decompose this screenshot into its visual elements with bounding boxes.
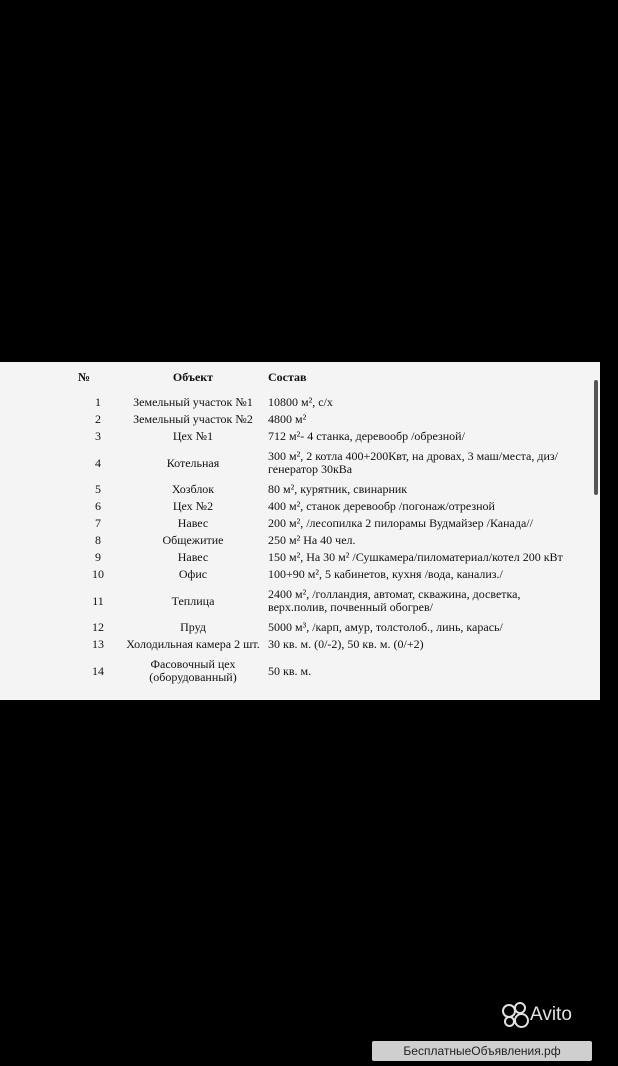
table-row: [78, 619, 618, 636]
row-number: 3: [95, 429, 101, 443]
row-composition: 2400 м², /голландия, автомат, скважина, досветка, верх.полив, почвенный обогрев/: [268, 587, 521, 614]
document-photo: [0, 362, 600, 1025]
table-row: [78, 515, 618, 532]
row-number: 11: [92, 593, 104, 608]
table-row: [78, 445, 618, 481]
table-row: [78, 549, 618, 566]
row-composition: 4800 м²: [268, 412, 307, 426]
table-row: [78, 583, 618, 619]
row-number: 13: [92, 637, 104, 651]
table-row: [78, 394, 618, 411]
row-composition: 80 м², курятник, свинарник: [268, 482, 408, 496]
header-object: Объект: [172, 370, 214, 384]
row-object: Навес: [177, 516, 209, 530]
table-row: [78, 481, 618, 498]
row-number: 9: [95, 550, 101, 564]
avito-watermark-text: Avito: [530, 1004, 572, 1025]
row-number: 14: [92, 663, 104, 678]
row-object: Холодильная камера 2 шт.: [126, 637, 260, 651]
property-table: [78, 366, 618, 689]
row-number: 10: [92, 567, 104, 581]
row-number: 1: [95, 395, 101, 409]
row-object: Офис: [178, 567, 208, 581]
row-object: Навес: [177, 550, 209, 564]
row-number: 8: [95, 533, 101, 547]
avito-watermark: [502, 1001, 594, 1029]
row-composition: 150 м², На 30 м² /Сушкамера/пиломатериал/котел 200 кВт: [268, 550, 563, 564]
row-composition: 50 кв. м.: [268, 663, 312, 678]
row-composition: 250 м² На 40 чел.: [268, 533, 356, 547]
header-composition: Состав: [268, 370, 307, 384]
row-object: Земельный участок №1: [133, 395, 253, 409]
table-row: [78, 566, 618, 583]
row-composition: 712 м²- 4 станка, деревообр /обрезной/: [268, 429, 465, 443]
row-number: 4: [95, 455, 101, 470]
table-row: [78, 498, 618, 515]
row-composition: 10800 м², с/х: [268, 395, 333, 409]
row-object: Фасовочный цех (оборудованный): [149, 657, 237, 684]
row-object: Земельный участок №2: [133, 412, 253, 426]
row-object: Цех №1: [172, 429, 214, 443]
row-composition: 200 м², /лесопилка 2 пилорамы Вудмайзер /Канада//: [268, 516, 533, 530]
header-number: №: [78, 370, 91, 384]
row-object: Котельная: [166, 455, 220, 470]
row-object: Общежитие: [162, 533, 224, 547]
table-row: [78, 653, 618, 689]
row-number: 6: [95, 499, 101, 513]
row-number: 7: [95, 516, 101, 530]
scroll-indicator: [594, 380, 598, 495]
row-object: Хозблок: [171, 482, 215, 496]
row-composition: 100+90 м², 5 кабинетов, кухня /вода, канализ./: [268, 567, 503, 581]
table-body: [78, 394, 618, 689]
row-object: Цех №2: [172, 499, 214, 513]
table-row: [78, 532, 618, 549]
site-footer-label: БесплатныеОбъявления.рф: [372, 1041, 592, 1061]
row-composition: 30 кв. м. (0/-2), 50 кв. м. (0/+2): [268, 637, 424, 651]
table-row: [78, 636, 618, 653]
row-composition: 400 м², станок деревообр /погонаж/отрезной: [268, 499, 495, 513]
row-composition: 5000 м³, /карп, амур, толстолоб., линь, карась/: [268, 620, 503, 634]
row-number: 5: [95, 482, 101, 496]
row-composition: 300 м², 2 котла 400+200Квт, на дровах, 3 маш/места, диз/ генератор 30кВа: [268, 449, 558, 476]
row-object: Пруд: [180, 620, 206, 634]
table-row: [78, 411, 618, 428]
avito-dots-icon: [502, 1002, 528, 1028]
row-number: 12: [92, 620, 104, 634]
row-number: 2: [95, 412, 101, 426]
table-row: [78, 428, 618, 445]
table-header-row: [78, 366, 618, 394]
row-object: Теплица: [171, 593, 215, 608]
